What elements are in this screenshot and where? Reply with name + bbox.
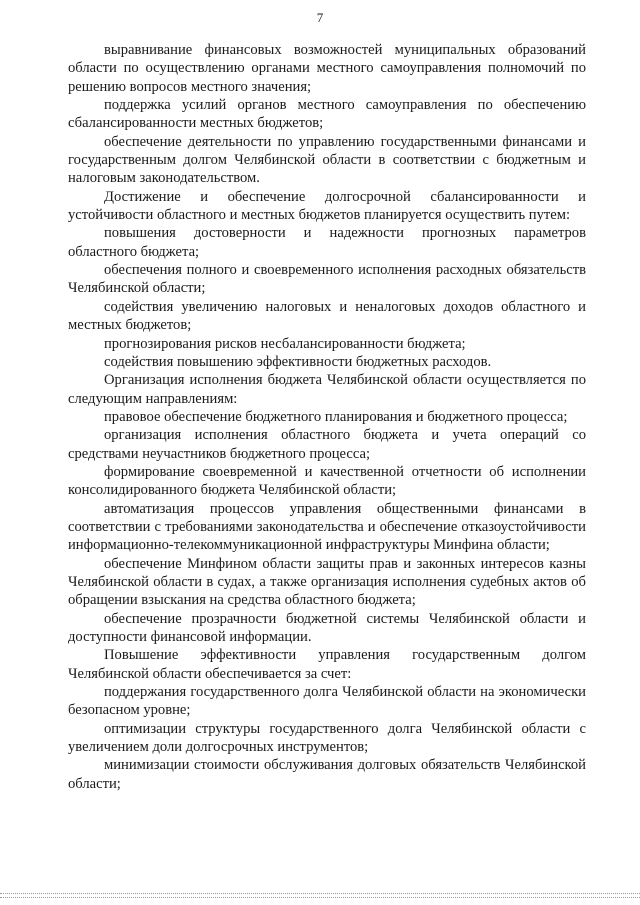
paragraph: автоматизация процессов управления общественными финансами в соответствии с требованиями законодательства и обеспечение отказоустойчивости информационно-телекоммуникационной инфраструктуры Минфина области;: [68, 500, 586, 554]
paragraph: организация исполнения областного бюджета и учета операций со средствами неучастников бюджетного процесса;: [68, 427, 586, 462]
scan-edge-divider: [0, 897, 640, 898]
paragraph: обеспечение деятельности по управлению государственными финансами и государственным долгом Челябинской области в соответствии с бюджетным и налоговым законодательством.: [68, 133, 586, 187]
paragraph: содействия увеличению налоговых и неналоговых доходов областного и местных бюджетов;: [68, 298, 586, 334]
paragraph: формирование своевременной и качественной отчетности об исполнении консолидированного бюджета Челябинской области;: [68, 463, 586, 499]
paragraph: прогнозирования рисков несбалансированности бюджета;: [104, 335, 466, 352]
document-body: [68, 41, 586, 793]
paragraph: обеспечение Минфином области защиты прав и законных интересов казны Челябинской области в судах, а также организация исполнения судебных актов об обращении взыскания на средства областного бюджета;: [68, 555, 586, 609]
paragraph: Повышение эффективности управления государственным долгом Челябинской области обеспечивается за счет:: [68, 647, 586, 682]
paragraph: Организация исполнения бюджета Челябинской области осуществляется по следующим направлениям:: [68, 372, 586, 407]
paragraph: повышения достоверности и надежности прогнозных параметров областного бюджета;: [68, 225, 586, 260]
paragraph: обеспечения полного и своевременного исполнения расходных обязательств Челябинской области;: [68, 262, 586, 297]
paragraph: содействия повышению эффективности бюджетных расходов.: [104, 353, 492, 370]
scan-edge-divider: [0, 893, 640, 894]
paragraph: правовое обеспечение бюджетного планирования и бюджетного процесса;: [104, 408, 568, 425]
paragraph: поддержка усилий органов местного самоуправления по обеспечению сбалансированности местных бюджетов;: [68, 97, 586, 132]
paragraph: выравнивание финансовых возможностей муниципальных образований области по осуществлению органами местного самоуправления полномочий по решению вопросов местного значения;: [68, 42, 586, 95]
page-number: 7: [316, 10, 324, 25]
paragraph: обеспечение прозрачности бюджетной системы Челябинской области и доступности финансовой информации.: [68, 610, 586, 645]
paragraph: поддержания государственного долга Челябинской области на экономически безопасном уровне;: [68, 684, 586, 719]
paragraph: Достижение и обеспечение долгосрочной сбалансированности и устойчивости областного и местных бюджетов планируется осуществить путем:: [68, 188, 586, 224]
paragraph: минимизации стоимости обслуживания долговых обязательств Челябинской области;: [68, 757, 586, 792]
paragraph: оптимизации структуры государственного долга Челябинской области с увеличением доли долгосрочных инструментов;: [68, 720, 586, 756]
